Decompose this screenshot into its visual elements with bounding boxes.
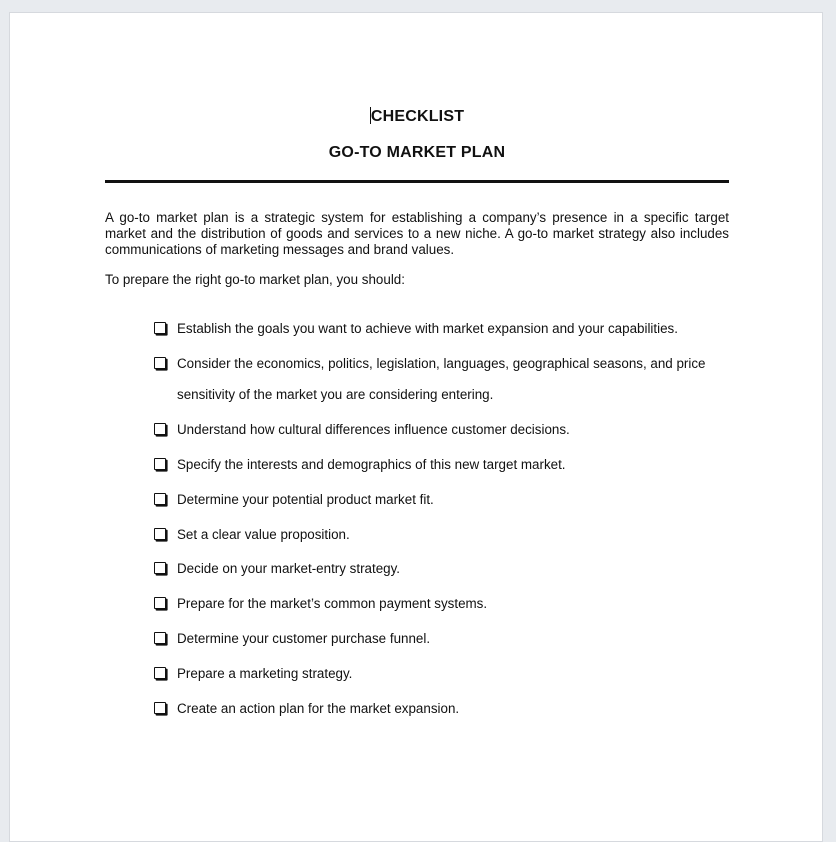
checklist-item-text: Decide on your market-entry strategy.	[177, 561, 401, 576]
lead-paragraph: To prepare the right go-to market plan, you should:	[105, 272, 405, 287]
checkbox-icon[interactable]	[154, 357, 166, 369]
checklist-item-text: Prepare for the market’s common payment systems.	[177, 596, 488, 611]
checklist-item-text: Determine your potential product market fit.	[177, 492, 434, 507]
checkbox-icon[interactable]	[154, 597, 166, 609]
checklist-item-text: Specify the interests and demographics of this new target market.	[177, 457, 566, 472]
checkbox-icon[interactable]	[154, 562, 166, 574]
checklist-item-text: Establish the goals you want to achieve with market expansion and your capabilities.	[177, 321, 678, 336]
checkbox-icon[interactable]	[154, 528, 166, 540]
checklist-item-text: Determine your customer purchase funnel.	[177, 631, 431, 646]
checkbox-icon[interactable]	[154, 322, 166, 334]
document-page[interactable]	[9, 12, 823, 842]
checklist-item-text: Understand how cultural differences influence customer decisions.	[177, 422, 570, 437]
title-text: CHECKLIST	[370, 108, 465, 125]
checkbox-icon[interactable]	[154, 458, 166, 470]
checkbox-icon[interactable]	[154, 632, 166, 644]
checkbox-icon[interactable]	[154, 423, 166, 435]
document-title	[10, 107, 824, 126]
checklist-item-text: Set a clear value proposition.	[177, 527, 350, 542]
document-subtitle: GO-TO MARKET PLAN	[328, 144, 506, 161]
intro-paragraph: A go-to market plan is a strategic system for establishing a company’s presence in a specific target market and the distribution of goods and services to a new niche. A go-to market strategy also includes communications of marketing messages and brand values.	[105, 210, 729, 257]
checklist-item-text: Consider the economics, politics, legislation, languages, geographical seasons, and price sensitivity of the market you are considering entering.	[177, 356, 706, 402]
checkbox-icon[interactable]	[154, 702, 166, 714]
checklist-item-text: Create an action plan for the market expansion.	[177, 701, 460, 716]
horizontal-rule	[105, 180, 729, 183]
checklist-item-text: Prepare a marketing strategy.	[177, 666, 353, 681]
checkbox-icon[interactable]	[154, 493, 166, 505]
checkbox-icon[interactable]	[154, 667, 166, 679]
